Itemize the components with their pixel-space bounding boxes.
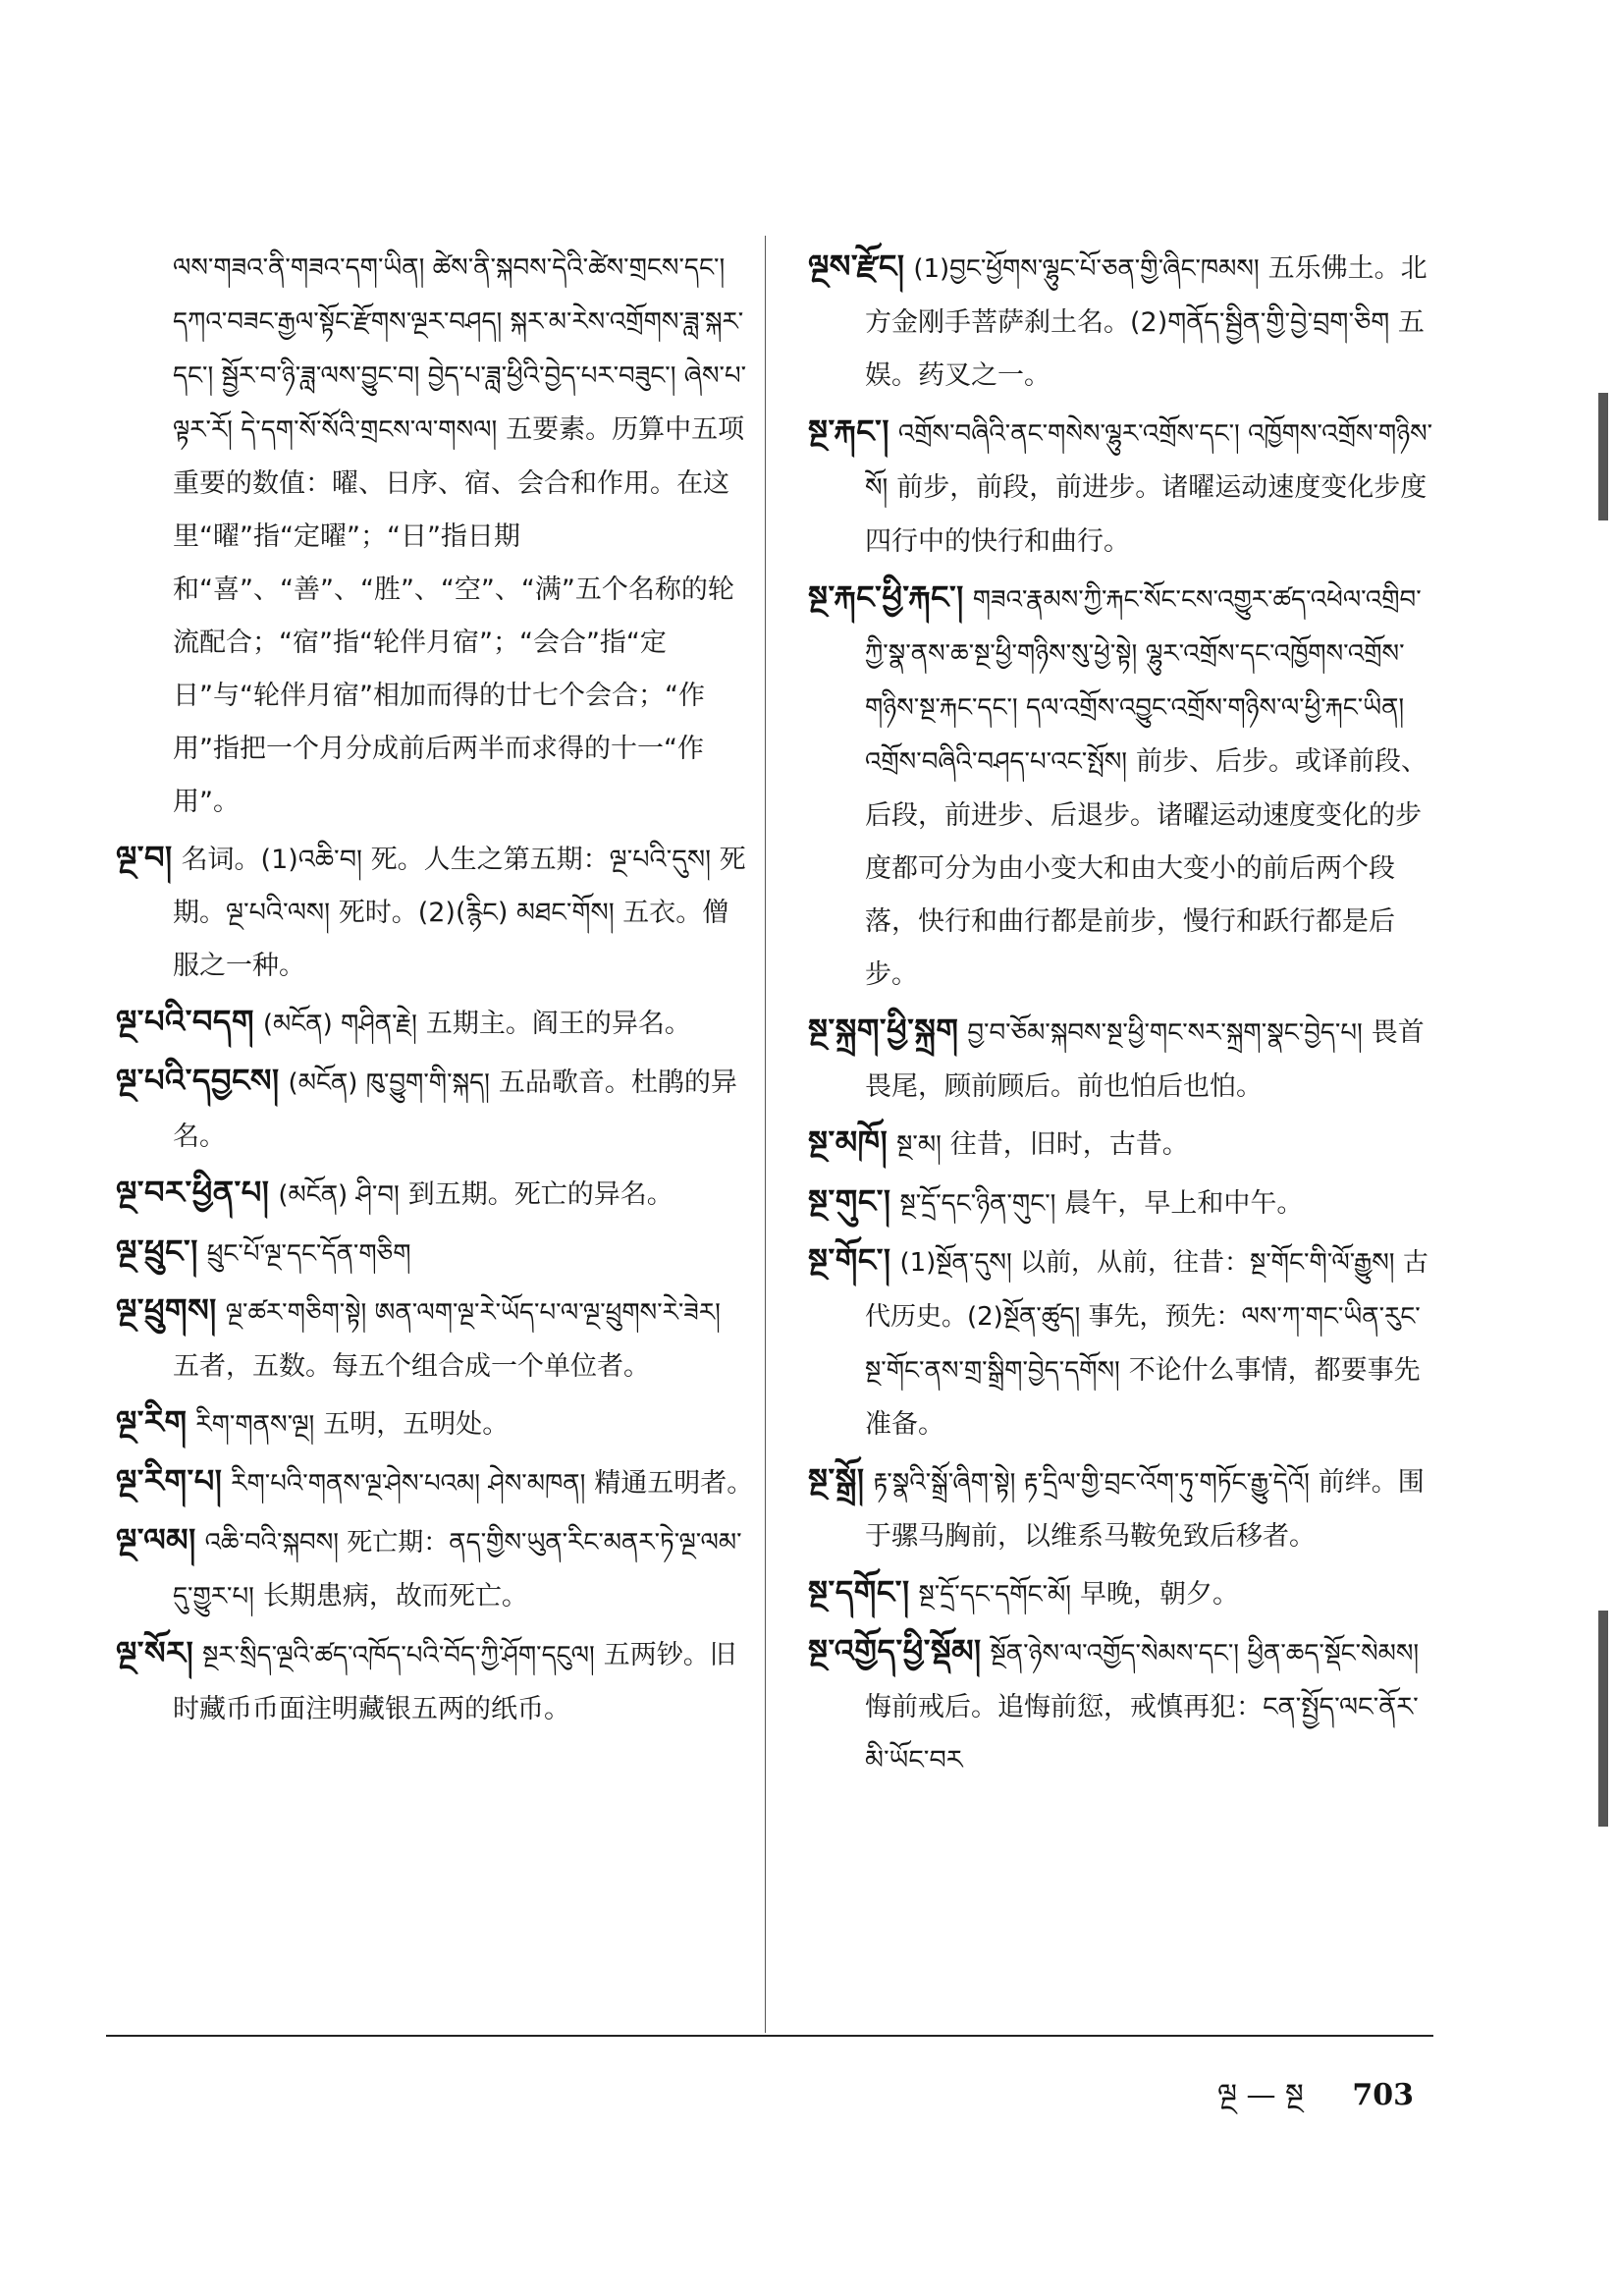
dictionary-entry [808, 1005, 1436, 1113]
headword: སྔ་རྐང་ཕྱི་རྐང་། [808, 578, 964, 616]
dictionary-entry [808, 406, 1436, 568]
chinese-translation: 前步、后步。或译前段、后段，前进步、后退步。诸曜运动速度变化的步度都可分为由小变大和由大变小的前后两个段落，快行和曲行都是前步，慢行和跃行都是后步。 [865, 746, 1427, 990]
headword: ལྔ་ཕྲུགས། [116, 1291, 217, 1329]
chinese-translation: 不论什么事情，都要事先准备。 [865, 1355, 1421, 1440]
page-number: 703 [1352, 2078, 1414, 2112]
dictionary-entry [116, 996, 754, 1051]
dictionary-entry [116, 832, 754, 992]
headword: སྔ་དགོང་། [808, 1573, 910, 1611]
chinese-translation: 名词。(1)འཆི་བ། 死。人生之第五期：ལྔ་པའི་དུས། 死期。ལྔ་པའི་ལས། 死时。(2)(རྙིང) མཐང་གོས། 五衣。僧服之一种。 [173, 845, 746, 981]
tibetan-definition: སྔ་དྲོ་དང་ཉིན་གུང་། [899, 1189, 1056, 1219]
headword: སྔ་སྐྲག་ཕྱི་སྐྲག [808, 1011, 959, 1049]
dictionary-entry [116, 1167, 754, 1222]
dictionary-entry [808, 1234, 1436, 1450]
tibetan-definition: སྔར་སྲིད་ལྔའི་ཚད་འཁོད་པའི་བོད་ཀྱི་ཤོག་དངུལ། [202, 1641, 595, 1670]
headword: སྔ་གུང་། [808, 1182, 891, 1220]
chinese-translation: 畏首畏尾，顾前顾后。前也怕后也怕。 [865, 1017, 1425, 1102]
tibetan-definition: སྔ་མ། [896, 1130, 942, 1160]
headword: ལྔ་བར་ཕྱིན་པ། [116, 1174, 270, 1211]
chinese-translation: 往昔，旧时，古昔。 [949, 1129, 1189, 1160]
edge-mark [1598, 393, 1608, 520]
headword: ལྔ་པའི་བདག [116, 1003, 254, 1040]
tibetan-definition: སྔོན་ཉེས་ལ་འགྱོད་སེམས་དང་། ཕྱིན་ཆད་སྡོང་སེམས། [990, 1639, 1420, 1668]
headword: ལྔ་ཕྲུང་། [116, 1232, 198, 1270]
headword: སྔ་མཁོ། [808, 1123, 889, 1161]
chinese-translation: 五期主。阎王的异名。 [425, 1009, 691, 1039]
tibetan-definition: རིག་པའི་གནས་ལྔ་ཤེས་པའམ། ཤེས་མཁན། [231, 1469, 586, 1499]
chinese-translation: 五明，五明处。 [323, 1409, 510, 1440]
headword: སྔ་འགྱོད་ཕྱི་སྡོམ། [808, 1632, 982, 1669]
chinese-translation: 五要素。历算中五项重要的数值：曜、日序、宿、会合和作用。在这里“曜”指“定曜”；“日”指日期和“喜”、“善”、“胜”、“空”、“满”五个名称的轮流配合；“宿”指“轮伴月宿”；“会合”指“定日”与“轮伴月宿”相加而得的廿七个会合；“作用”指把一个月分成前后两半而求得的十一“作用”。 [173, 414, 745, 817]
chinese-translation: 五乐佛土。北方金刚手菩萨刹土名。(2)གནོད་སྦྱིན་གྱི་བྱེ་བྲག་ཅིག 五娱。药叉之一。 [865, 253, 1427, 391]
tibetan-definition: རིག་གནས་ལྔ། [195, 1410, 315, 1440]
chinese-translation: 五者，五数。每五个组合成一个单位者。 [173, 1351, 650, 1382]
dictionary-entry [808, 241, 1436, 402]
tibetan-definition: ལྔ་ཚར་གཅིག་སྟེ། ཨན་ལག་ལྔ་རེ་ཡོད་པ་ལ་ལྔ་ཕྲུགས་རེ་ཟེར། [225, 1298, 721, 1328]
dictionary-entry [116, 1514, 754, 1623]
headword: སྔ་རྐང་། [808, 412, 889, 450]
chinese-translation: 前步，前段，前进步。诸曜运动速度变化步度四行中的快行和曲行。 [865, 472, 1427, 557]
tibetan-definition: ཕྲུང་པོ་ལྔ་དང་དོན་གཅིག [206, 1239, 411, 1269]
tibetan-definition: (མངོན) གཤིན་རྗེ། [262, 1010, 417, 1039]
tibetan-definition: འགྲོས་བཞིའི་ནང་གསེས་ལྷུར་འགྲོས་དང་། འཁྱོགས་འགྲོས་གཉིས་སོ། [865, 419, 1433, 503]
dictionary-entry [808, 1117, 1436, 1172]
chinese-translation: 到五期。死亡的异名。 [407, 1179, 673, 1210]
tibetan-definition: སྔ་དྲོ་དང་དགོང་མོ། [918, 1580, 1072, 1610]
tibetan-definition: (1)སྔོན་དུས། 以前，从前，往昔：སྔ་གོང་གི་ལོ་རྒྱུས། 古代历史。(2)སྔོན་ཚུད། 事先，预先：ལས་ཀ་གང་ཡིན་རུང་སྔ་གོང་ནས་གྲ་སྒྲིག་བྱེད་དགོས། [865, 1248, 1428, 1386]
left-column [116, 241, 754, 1739]
dictionary-entry [808, 1625, 1436, 1786]
tibetan-definition: འཆི་བའི་སྐབས། 死亡期：ནད་གྱིས་ཡུན་རིང་མནར་ཏེ་ལྔ་ལམ་དུ་གྱུར་པ། [173, 1528, 742, 1612]
footer-rule [106, 2035, 1433, 2037]
right-column [808, 241, 1436, 1790]
tibetan-definition: ལས་གཟའ་ནི་གཟའ་དག་ཡིན། ཚེས་ནི་སྐབས་དེའི་ཚེས་གྲངས་དང་། དཀའ་བཟང་རྒྱལ་སྟོང་རྫོགས་ལྔར་བཤད། སྐར་མ་རེས་འགྲོགས་ཟླ་སྐར་དང་། སྦྱོར་བ་ཉི་ཟླ་ལས་བྱུང་བ། བྱེད་པ་ཟླ་ཕྱིའི་བྱེད་པར་བཟུང་། ཞེས་པ་ལྟར་རོ། དེ་དག་སོ་སོའི་གྲངས་ལ་གསལ། [173, 253, 747, 445]
dictionary-entry [116, 1285, 754, 1393]
running-head: ལྔ — སྔ [1217, 2078, 1304, 2112]
chinese-translation: 悔前戒后。追悔前愆，戒慎再犯：ངན་སྤྱོད་ལང་ནོར་མི་ཡོང་བར [865, 1692, 1419, 1776]
dictionary-entry [808, 1566, 1436, 1621]
dictionary-entry [116, 1396, 754, 1451]
dictionary-entry [116, 1055, 754, 1163]
headword: ལྔ་རིག་པ། [116, 1462, 223, 1500]
chinese-translation: 前绊。围于骡马胸前，以维系马鞍免致后移者。 [865, 1467, 1425, 1552]
headword: ལྔས་རྫོང། [808, 247, 905, 285]
dictionary-entry [116, 1226, 754, 1281]
dictionary-entry [808, 1175, 1436, 1230]
headword: ལྔ་རིག [116, 1403, 188, 1441]
headword: སྔ་སྒྲོ། [808, 1461, 865, 1499]
chinese-translation: 五两钞。旧时藏币币面注明藏银五两的纸币。 [173, 1640, 736, 1724]
tibetan-definition: བྱ་བ་ཅོམ་སྐབས་སྔ་ཕྱི་གང་སར་སྐྲག་སྣང་བྱེད་པ། [967, 1018, 1363, 1048]
tibetan-definition: གཟའ་རྣམས་ཀྱི་རྐང་སོང་ངས་འགྱུར་ཚད་འཕེལ་འགྲིབ་ཀྱི་སྣ་ནས་ཆ་སྔ་ཕྱི་གཉིས་སུ་ཕྱེ་སྟེ། ལྷུར་འགྲོས་དང་འཁྱོགས་འགྲོས་གཉིས་སྔ་རྐང་དང་། དལ་འགྲོས་འབྱུང་འགྲོས་གཉིས་ལ་ཕྱི་རྐང་ཡིན། འགྲོས་བཞིའི་བཤད་པ་འང་སྤོས། [865, 585, 1422, 777]
chinese-translation: 五品歌音。杜鹃的异名。 [173, 1067, 737, 1152]
page-footer [1217, 2062, 1414, 2145]
headword: ལྔ་ལམ། [116, 1521, 196, 1558]
chinese-translation: 精通五明者。 [594, 1468, 754, 1499]
column-divider [765, 236, 766, 2033]
chinese-translation: 长期患病，故而死亡。 [262, 1581, 528, 1612]
tibetan-definition: (མངོན) ཤི་བ། [278, 1180, 400, 1210]
tibetan-definition: (མངོན) ཁུ་བྱུག་གི་སྐད། [288, 1068, 490, 1098]
dictionary-entry [116, 1455, 754, 1510]
dictionary-entry [116, 241, 754, 828]
headword: སྔ་གོང་། [808, 1241, 891, 1279]
headword: ལྔ་པའི་དབྱངས། [116, 1062, 280, 1099]
tibetan-definition: རྟ་སྣའི་སྒྲོ་ཞིག་སྟེ། རྟ་དྲིལ་གྱི་བྲང་འོག་ཏུ་གཏོང་རྒྱུ་དེའོ། [873, 1468, 1310, 1498]
chinese-translation: 早晚，朝夕。 [1079, 1579, 1239, 1610]
headword: ལྔ་སོར། [116, 1634, 194, 1671]
headword: ལྔ་བ། [116, 839, 173, 876]
chinese-translation: 晨午，早上和中午。 [1064, 1188, 1304, 1219]
dictionary-entry [808, 1454, 1436, 1562]
tibetan-definition: (1)བྱང་ཕྱོགས་ལྷུང་པོ་ཅན་གྱི་ཞིང་ཁམས། [913, 254, 1260, 284]
edge-mark [1598, 1611, 1608, 1827]
dictionary-entry [808, 572, 1436, 1001]
dictionary-entry [116, 1627, 754, 1735]
